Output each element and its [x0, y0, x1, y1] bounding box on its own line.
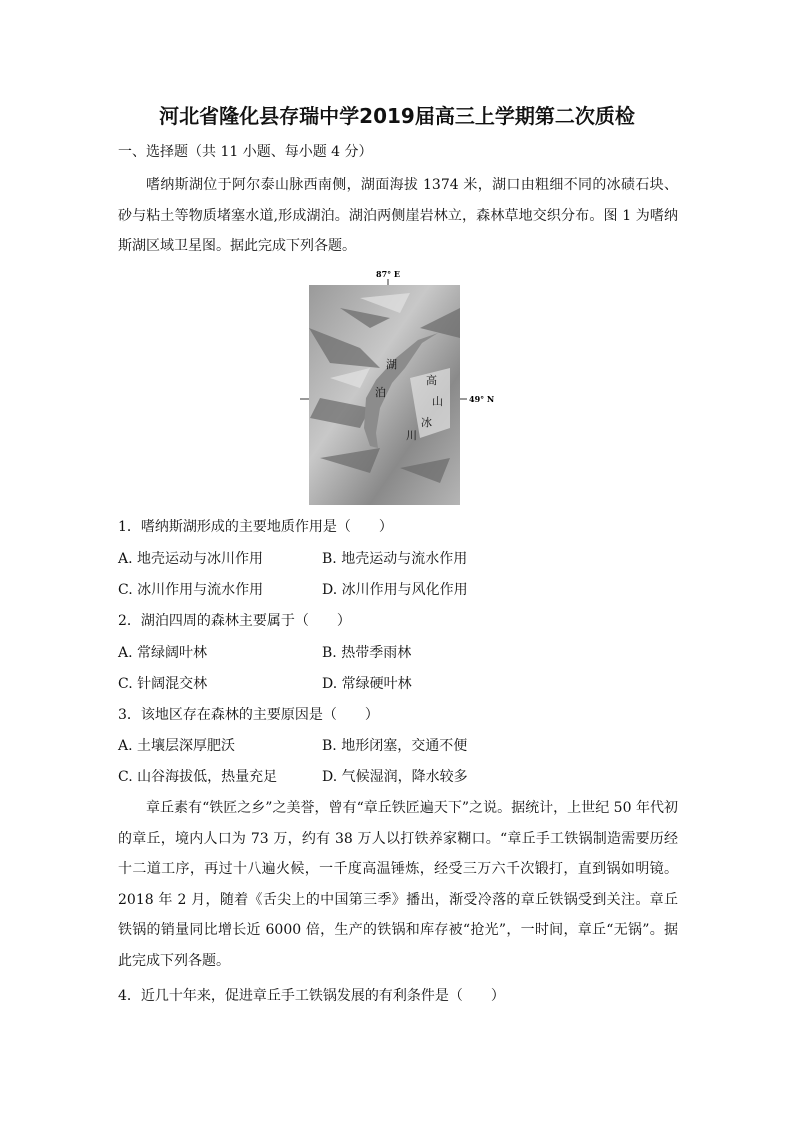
- q1-option-c[interactable]: C. 冰川作用与流水作用: [118, 582, 264, 598]
- question-1: 1．嗜纳斯湖形成的主要地质作用是（ ）: [118, 519, 393, 535]
- page-title: 河北省隆化县存瑞中学2019届高三上学期第二次质检: [159, 104, 635, 128]
- glacier-label-2: 山: [432, 395, 443, 408]
- q1-option-a[interactable]: A. 地壳运动与冰川作用: [118, 551, 264, 567]
- q2-option-a[interactable]: A. 常绿阔叶林: [118, 645, 208, 661]
- section-heading: 一、选择题（共 11 小题、每小题 4 分）: [118, 144, 373, 160]
- glacier-label-3: 冰: [421, 416, 432, 429]
- question-4: 4．近几十年来，促进章丘手工铁锅发展的有利条件是（ ）: [118, 988, 505, 1004]
- q1-option-d[interactable]: D. 冰川作用与风化作用: [322, 582, 468, 598]
- glacier-label-1: 高: [426, 374, 437, 387]
- lake-label-2: 泊: [375, 386, 386, 399]
- q3-option-c[interactable]: C. 山谷海拔低，热量充足: [118, 769, 278, 785]
- question-3: 3．该地区存在森林的主要原因是（ ）: [118, 707, 379, 723]
- passage-2: 章丘素有“铁匠之乡”之美誉，曾有“章丘铁匠遍天下”之说。据统计，上世纪 50 年代初的章丘，境内人口为 73 万，约有 38 万人以打铁养家糊口。“章丘手工铁锅制造需要历经十二道工序，再过十八遍火候，一千度高温锤炼，经受三万六千次锻打，直到锅如明镜。2018 年 2 月，随着《舌尖上的中国第三季》播出，渐受冷落的章丘铁锅受到关注。章丘铁锅的销量同比增长近 6000 倍，生产的铁锅和库存被“抢光”，一时间，章丘“无锅”。据此完成下列各题。: [118, 800, 678, 969]
- q2-option-d[interactable]: D. 常绿硬叶林: [322, 676, 412, 692]
- q3-option-d[interactable]: D. 气候湿润，降水较多: [322, 769, 468, 785]
- q2-option-b[interactable]: B. 热带季雨林: [322, 645, 412, 661]
- q3-option-a[interactable]: A. 土壤层深厚肥沃: [118, 738, 236, 754]
- q1-option-b[interactable]: B. 地壳运动与流水作用: [322, 551, 468, 567]
- question-2: 2．湖泊四周的森林主要属于（ ）: [118, 613, 351, 629]
- passage-1: 嗜纳斯湖位于阿尔泰山脉西南侧，湖面海拔 1374 米，湖口由粗细不同的冰碛石块、砂与粘土等物质堵塞水道,形成湖泊。湖泊两侧崖岩林立，森林草地交织分布。图 1 为嗜纳斯湖区域卫星图。据此完成下列各题。: [118, 177, 678, 254]
- longitude-label: 87° E: [376, 269, 401, 279]
- satellite-map: [300, 268, 500, 508]
- latitude-label: 49° N: [469, 394, 495, 404]
- q3-option-b[interactable]: B. 地形闭塞，交通不便: [322, 738, 468, 754]
- lake-label-1: 湖: [386, 358, 397, 371]
- glacier-label-4: 川: [406, 429, 417, 442]
- q2-option-c[interactable]: C. 针阔混交林: [118, 676, 208, 692]
